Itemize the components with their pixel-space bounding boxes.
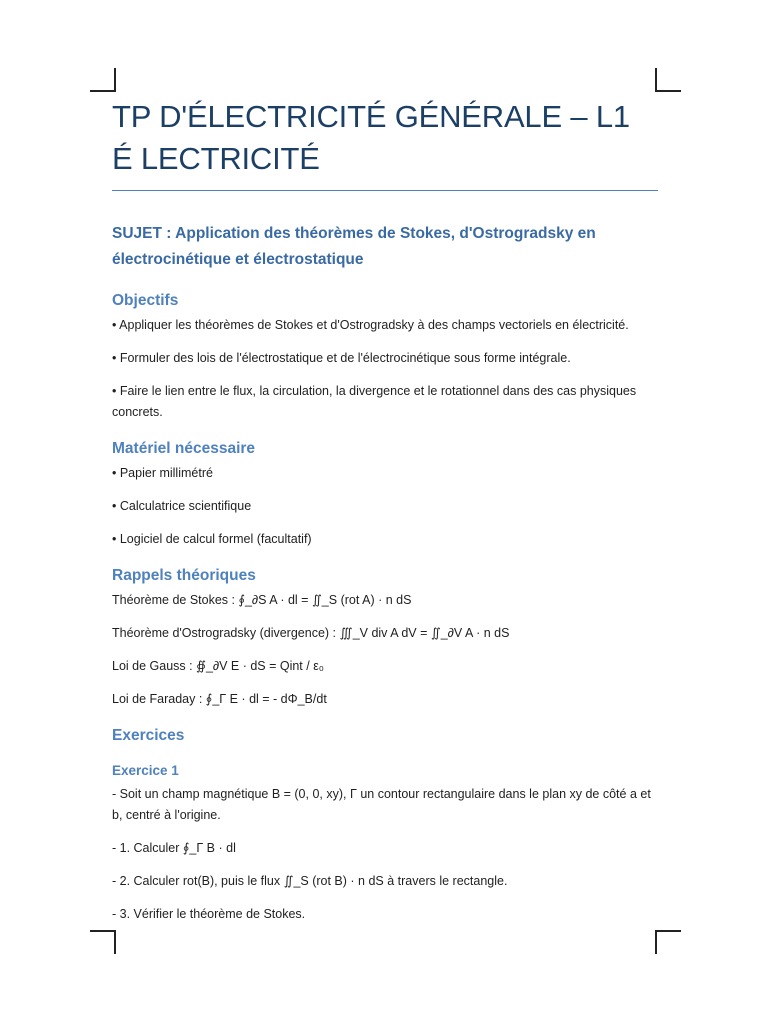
subject-heading: SUJET : Application des théorèmes de Stokes, d'Ostrogradsky en électrocinétique et électrostatique bbox=[112, 225, 596, 268]
title-divider bbox=[112, 190, 658, 191]
objectifs-heading: Objectifs bbox=[112, 292, 179, 309]
document-title: TP D'ÉLECTRICITÉ GÉNÉRALE – L1 É LECTRICITÉ bbox=[112, 99, 630, 176]
rappel-item: Théorème de Stokes : ∮_∂S A · dl = ∬_S (rot A) · n dS bbox=[112, 593, 412, 607]
crop-mark-top-left bbox=[90, 68, 116, 92]
exercice-item: - Soit un champ magnétique B = (0, 0, xy), Γ un contour rectangulaire dans le plan xy de côté a et b, centré à l'origine. bbox=[112, 787, 651, 822]
exercice-item: - 2. Calculer rot(B), puis le flux ∬_S (rot B) · n dS à travers le rectangle. bbox=[112, 874, 508, 888]
objectif-item: • Formuler des lois de l'électrostatique et de l'électrocinétique sous forme intégrale. bbox=[112, 351, 571, 365]
materiel-item: • Logiciel de calcul formel (facultatif) bbox=[112, 532, 312, 546]
materiel-item: • Calculatrice scientifique bbox=[112, 499, 252, 513]
exercice-item: - 3. Vérifier le théorème de Stokes. bbox=[112, 907, 306, 921]
materiel-item: • Papier millimétré bbox=[112, 466, 213, 480]
rappel-item: Loi de Faraday : ∮_Γ E · dl = - dΦ_B/dt bbox=[112, 692, 327, 706]
rappel-item: Loi de Gauss : ∯_∂V E · dS = Qint / ε₀ bbox=[112, 659, 324, 673]
exercice-item: - 1. Calculer ∮_Γ B · dl bbox=[112, 841, 236, 855]
objectif-item: • Faire le lien entre le flux, la circulation, la divergence et le rotationnel dans des cas physiques concrets. bbox=[112, 384, 637, 419]
crop-mark-bottom-right bbox=[655, 930, 681, 954]
rappel-item: Théorème d'Ostrogradsky (divergence) : ∭_V div A dV = ∬_∂V A · n dS bbox=[112, 626, 510, 640]
crop-mark-top-right bbox=[655, 68, 681, 92]
exercices-heading: Exercices bbox=[112, 727, 185, 744]
rappels-heading: Rappels théoriques bbox=[112, 567, 256, 584]
exercice-1-heading: Exercice 1 bbox=[112, 763, 179, 778]
document-page bbox=[112, 96, 658, 937]
materiel-heading: Matériel nécessaire bbox=[112, 440, 256, 457]
objectif-item: • Appliquer les théorèmes de Stokes et d'Ostrogradsky à des champs vectoriels en électricité. bbox=[112, 318, 629, 332]
